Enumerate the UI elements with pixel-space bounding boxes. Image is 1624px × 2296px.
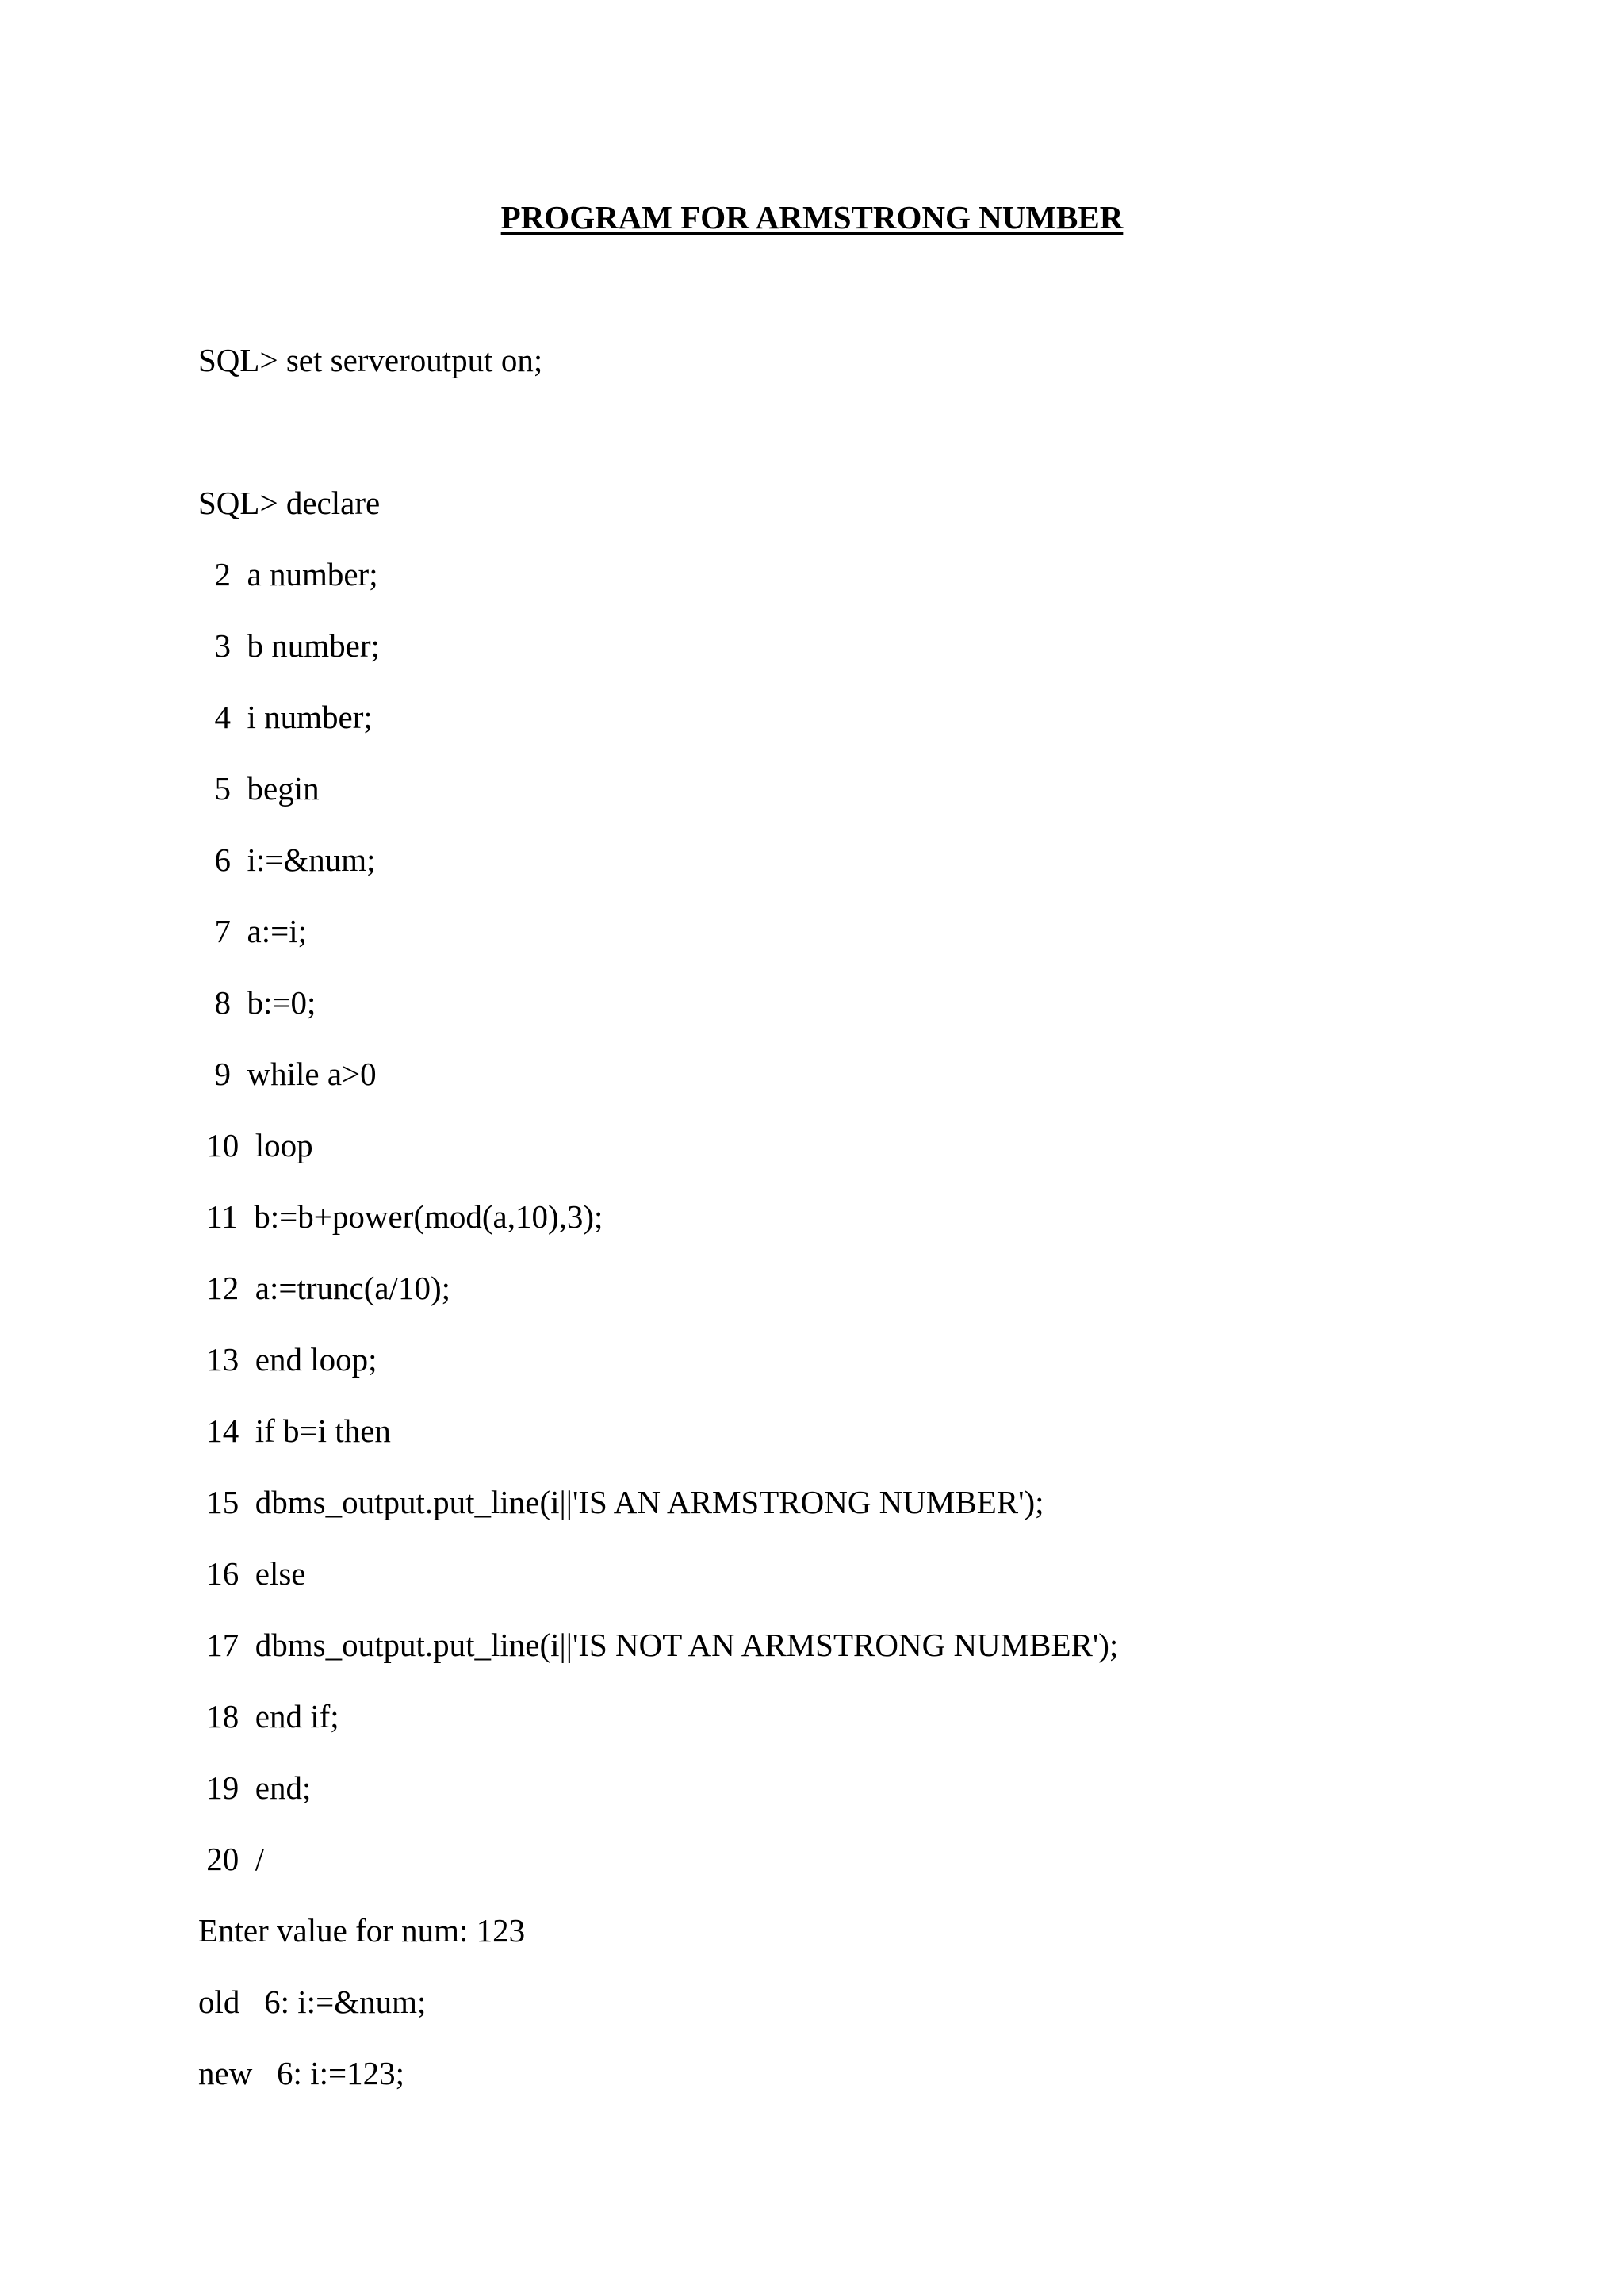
code-line: 5 begin — [198, 770, 320, 807]
code-line: 9 while a>0 — [198, 1056, 377, 1092]
code-line: 13 end loop; — [198, 1341, 377, 1378]
output-line: old 6: i:=&num; — [198, 1984, 427, 2020]
code-line: 18 end if; — [198, 1698, 339, 1734]
code-line: 6 i:=&num; — [198, 841, 376, 878]
code-line: 15 dbms_output.put_line(i||'IS AN ARMSTRONG NUMBER'); — [198, 1484, 1044, 1520]
output-line: Enter value for num: 123 — [198, 1912, 526, 1949]
code-line: 4 i number; — [198, 699, 373, 735]
code-line: 3 b number; — [198, 627, 380, 664]
code-line: 14 if b=i then — [198, 1412, 391, 1449]
code-line: 7 a:=i; — [198, 913, 307, 949]
code-line: 8 b:=0; — [198, 984, 316, 1021]
code-line: SQL> declare — [198, 485, 381, 521]
code-line: 16 else — [198, 1555, 306, 1592]
code-line: 12 a:=trunc(a/10); — [198, 1270, 450, 1306]
output-line: new 6: i:=123; — [198, 2055, 404, 2091]
code-line: 17 dbms_output.put_line(i||'IS NOT AN ARMSTRONG NUMBER'); — [198, 1627, 1119, 1663]
page-title: PROGRAM FOR ARMSTRONG NUMBER — [500, 199, 1124, 236]
code-line: 11 b:=b+power(mod(a,10),3); — [198, 1198, 603, 1235]
code-line: SQL> set serveroutput on; — [198, 342, 543, 378]
code-line: 10 loop — [198, 1127, 313, 1163]
code-line: 20 / — [198, 1841, 265, 1877]
code-line: 19 end; — [198, 1769, 312, 1806]
code-line: 2 a number; — [198, 556, 378, 592]
